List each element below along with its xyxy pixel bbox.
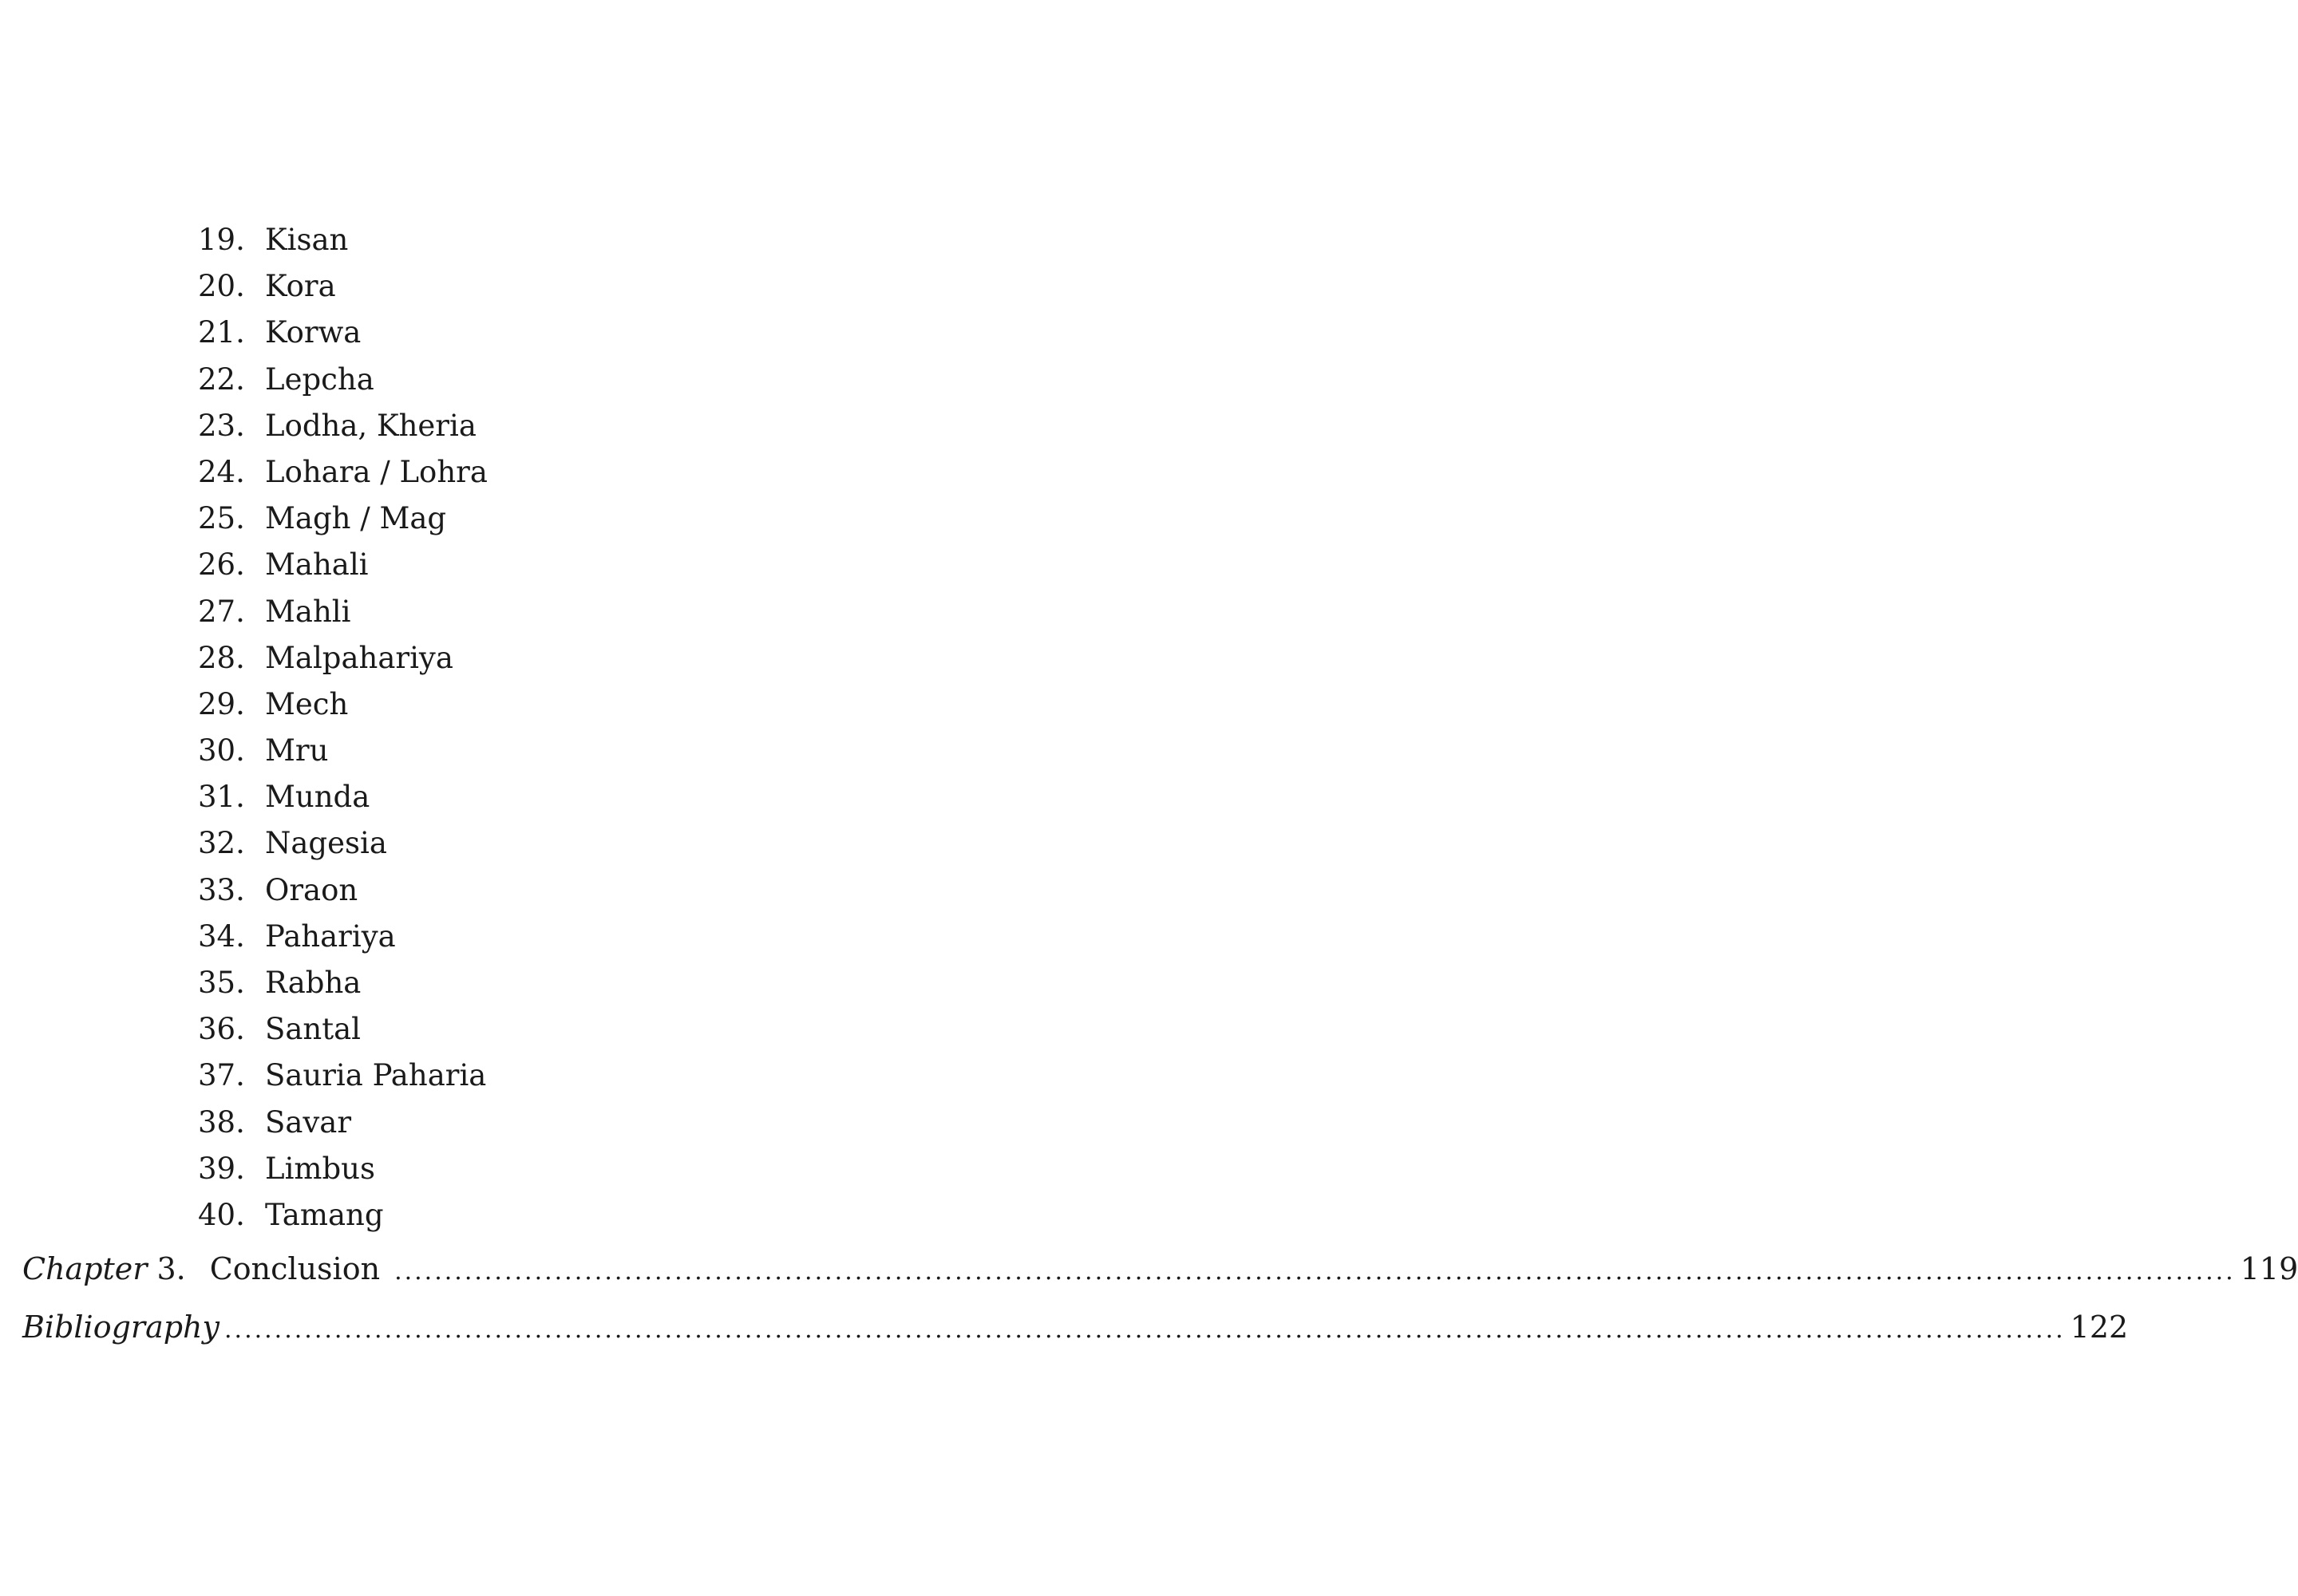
toc-item-number: 37. <box>198 1058 245 1093</box>
toc-item-number: 31. <box>198 780 245 815</box>
toc-item <box>198 263 916 310</box>
toc-item-number: 25. <box>198 501 245 536</box>
toc-item-title: Malpahariya <box>265 640 453 675</box>
dot-leader: ........................................................................................................................................................................................ <box>394 1258 2236 1286</box>
toc-item <box>198 217 916 263</box>
toc-item-title: Kisan <box>265 223 349 257</box>
toc-item <box>198 496 916 542</box>
toc-item-title: Korwa <box>265 315 362 350</box>
toc-item-number: 20. <box>198 269 245 304</box>
toc-item <box>198 1192 916 1238</box>
toc-item <box>198 728 916 774</box>
toc-item <box>198 357 916 403</box>
toc-item-number: 33. <box>198 872 245 907</box>
toc-item <box>198 774 916 820</box>
toc-item-title: Magh / Mag <box>265 501 447 536</box>
toc-item-title: Mahali <box>265 547 369 583</box>
toc-item-number: 21. <box>198 315 245 350</box>
toc-item-title: Kora <box>265 269 336 304</box>
toc-item-number: 40. <box>198 1197 245 1232</box>
toc-item <box>198 914 916 960</box>
toc-item-title: Mru <box>265 733 329 768</box>
toc-item-title: Nagesia <box>265 826 387 861</box>
toc-item-title: Santal <box>265 1012 361 1047</box>
toc-item-title: Tamang <box>265 1197 384 1232</box>
toc-item <box>198 542 916 588</box>
toc-item-number: 30. <box>198 733 245 768</box>
toc-item <box>198 310 916 356</box>
toc-item <box>198 681 916 728</box>
toc-item <box>198 820 916 867</box>
toc-item-number: 38. <box>198 1104 245 1140</box>
toc-item <box>198 589 916 635</box>
toc-list <box>198 217 916 1238</box>
toc-item-title: Lohara / Lohra <box>265 454 488 489</box>
toc-item-title: Mahli <box>265 594 351 629</box>
toc-item-title: Munda <box>265 780 370 815</box>
toc-item-number: 32. <box>198 826 245 861</box>
chapter-label: Chapter <box>22 1251 148 1286</box>
chapter-title: Conclusion <box>209 1251 381 1286</box>
chapter-page-number: 119 <box>2240 1251 2298 1286</box>
dot-leader: ........................................................................................................................................................................................ <box>224 1316 2066 1344</box>
toc-item-title: Rabha <box>265 966 362 1000</box>
toc-item <box>198 403 916 449</box>
bibliography-page-number: 122 <box>2070 1310 2129 1345</box>
toc-item-number: 34. <box>198 918 245 954</box>
toc-item-title: Limbus <box>265 1151 375 1186</box>
toc-item <box>198 1006 916 1053</box>
toc-item-title: Oraon <box>265 872 358 907</box>
toc-item-title: Savar <box>265 1104 352 1140</box>
toc-item-number: 28. <box>198 640 245 675</box>
toc-item-number: 24. <box>198 454 245 489</box>
toc-item-title: Lodha, Kheria <box>265 408 477 443</box>
toc-item-title: Mech <box>265 686 349 721</box>
bibliography-label: Bibliography <box>22 1310 220 1345</box>
chapter-number: 3. <box>156 1251 186 1286</box>
toc-item-title: Sauria Paharia <box>265 1058 487 1093</box>
toc-item-number: 19. <box>198 223 245 257</box>
toc-item-number: 39. <box>198 1151 245 1186</box>
toc-item-number: 36. <box>198 1012 245 1047</box>
toc-item <box>198 449 916 496</box>
toc-item <box>198 867 916 914</box>
toc-item-number: 29. <box>198 686 245 721</box>
toc-chapter-entry <box>22 1251 2298 1286</box>
toc-item <box>198 1146 916 1192</box>
toc-item <box>198 635 916 681</box>
toc-item-number: 35. <box>198 966 245 1000</box>
toc-item-number: 26. <box>198 547 245 583</box>
toc-item <box>198 1100 916 1146</box>
toc-item-number: 27. <box>198 594 245 629</box>
toc-item <box>198 960 916 1006</box>
toc-bibliography-entry <box>22 1310 2129 1345</box>
toc-item-number: 22. <box>198 361 245 397</box>
toc-item-title: Pahariya <box>265 918 396 954</box>
toc-item-title: Lepcha <box>265 361 374 397</box>
toc-item <box>198 1053 916 1099</box>
toc-item-number: 23. <box>198 408 245 443</box>
